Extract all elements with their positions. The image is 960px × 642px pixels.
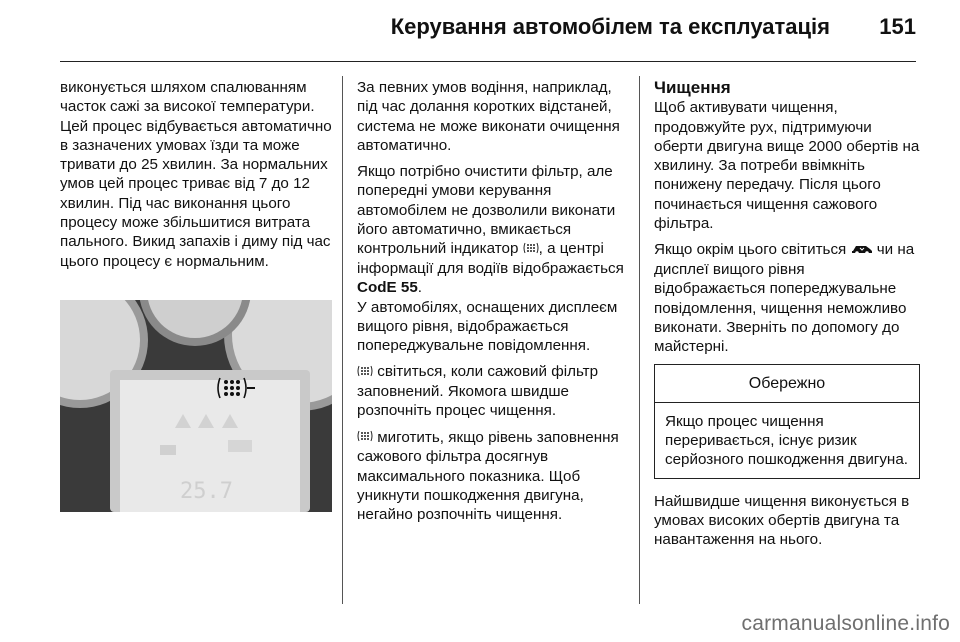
paragraph [357, 362, 629, 420]
dpf-indicator-icon [523, 240, 539, 259]
paragraph [357, 428, 629, 525]
display-digits: 25.7 [180, 479, 233, 504]
text-run: Якщо потрібно очистити фільтр, але попередні умови керування автомобілем не дозволили виконати його автоматично, вмикається контрольний індикатор [357, 163, 616, 258]
column-3 [654, 78, 920, 557]
column-divider [639, 76, 640, 604]
text-run: миготить, якщо рівень заповнення сажового фільтра досягнув максимального показника. Щоб уникнути пошкодження двигуна, негайно розпочніть чищення. [357, 428, 619, 524]
caution-text: Якщо процес чищення переривається, існує ризик серйозного пошкодження двигуна. [665, 412, 908, 469]
caution-box [654, 364, 920, 478]
section-title: Чищення [654, 78, 731, 97]
header-rule [60, 61, 916, 62]
text-run: Якщо окрім цього світиться [654, 241, 847, 259]
column-1 [60, 78, 332, 278]
dpf-indicator-icon [357, 428, 373, 447]
page-number: 151 [879, 14, 916, 39]
paragraph: Найшвидше чищення виконується в умовах високих обертів двигуна та навантаження на нього. [654, 492, 910, 549]
display-code: CodE 55 [357, 279, 418, 297]
text-run: , а центрі інформації для водіїв відображається [357, 240, 624, 277]
dashboard-illustration [60, 300, 332, 512]
paragraph: виконується шляхом спалюванням часток сажі за високої температури. Цей процес відбувається автоматично в зазначених умовах їзди та може тривати до 25 хвилин. За нормальних умов цей процес триває від 7 до 12 хвилин. Під час виконання цього процесу може збільшитися витрата пального. Викид запахів і диму під час цього процесу є нормальним. [60, 79, 332, 270]
watermark: carmanualsonline.info [741, 612, 950, 635]
instrument-cluster-figure [60, 300, 332, 512]
paragraph: За певних умов водіння, наприклад, під час долання коротких відстаней, система не може виконати очищення автоматично. [357, 79, 620, 154]
paragraph [357, 162, 629, 297]
text-run: світиться, коли сажовий фільтр заповнений. Якомога швидше розпочніть процес чищення. [357, 363, 599, 420]
column-2 [357, 78, 629, 532]
header-title: Керування автомобілем та експлуатація [390, 14, 830, 39]
text-run: чи на дисплеї вищого рівня відображається попереджувальне повідомлення, чищення неможливо виконати. Зверніть по допомогу до майстерні. [654, 241, 915, 356]
service-car-icon [851, 241, 873, 260]
paragraph [654, 240, 920, 356]
dpf-indicator-icon [357, 363, 373, 382]
paragraph: Щоб активувати чищення, продовжуйте рух, підтримуючи оберти двигуна вище 2000 обертів на хвилину. За потреби ввімкніть понижену передачу. Після цього починається чищення сажового фільтра. [654, 99, 920, 233]
caution-title: Обережно [655, 365, 919, 402]
column-divider [342, 76, 343, 604]
paragraph: У автомобілях, оснащених дисплеєм вищого рівня, відображається попереджувальне повідомлення. [357, 298, 618, 355]
text-run: . [417, 279, 422, 297]
